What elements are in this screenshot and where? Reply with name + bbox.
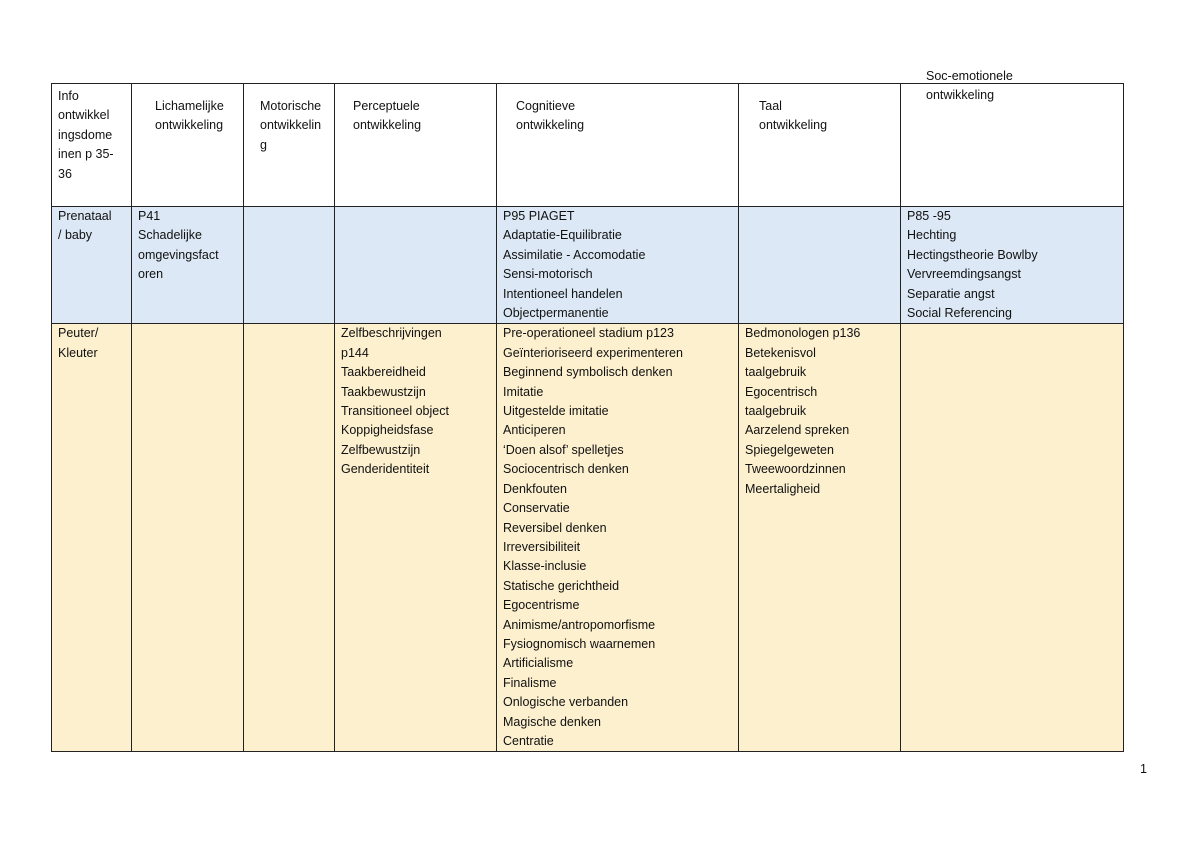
cell-line: Genderidentiteit — [341, 462, 430, 477]
cell-line: Hechting — [907, 228, 957, 243]
header-perceptuele-text: Perceptuele ontwikkeling — [353, 99, 422, 133]
cell-line: Spiegelgeweten — [745, 442, 834, 457]
cell-line: Irreversibiliteit — [503, 539, 581, 554]
header-motorische-text: Motorische ontwikkeling — [260, 99, 322, 152]
row-prenataal-baby — [52, 207, 1124, 324]
cell-line: P41 — [138, 209, 161, 223]
page-number: 1 — [1140, 762, 1147, 776]
cell-line: taalgebruik — [745, 404, 807, 419]
cell-line: omgevingsfact — [138, 247, 219, 262]
cell-soc-emotionele — [901, 324, 1124, 752]
header-taal-text: Taal ontwikkeling — [759, 99, 828, 133]
cell-perceptuele — [335, 207, 497, 324]
cell-line: Separatie angst — [907, 286, 995, 301]
header-soc-emotionele-text: Soc-emotionele ontwikkeling — [926, 69, 1013, 103]
header-lichamelijke-text: Lichamelijke ontwikkeling — [155, 99, 224, 133]
cell-motorische — [244, 207, 335, 324]
cell-line: Betekenisvol — [745, 345, 816, 360]
header-cell-soc-emotionele — [901, 69, 1124, 207]
header-cognitieve-text: Cognitieve ontwikkeling — [516, 99, 585, 133]
header-cell-cognitieve — [497, 84, 739, 207]
cell-line: Schadelijke — [138, 228, 202, 243]
cell-line: Sociocentrisch denken — [503, 462, 629, 477]
cell-cognitieve — [497, 324, 739, 752]
cell-line: Animisme/antropomorfisme — [503, 617, 656, 632]
cell-line: Statische gerichtheid — [503, 578, 620, 593]
header-cell-taal — [739, 84, 901, 207]
header-row — [52, 84, 1124, 207]
cell-line: Klasse-inclusie — [503, 559, 587, 574]
cell-line: Reversibel denken — [503, 520, 607, 535]
cell-line: Zelfbewustzijn — [341, 442, 421, 457]
cell-line: Intentioneel handelen — [503, 286, 623, 301]
cell-line: Centratie — [503, 733, 554, 748]
header-cell-perceptuele — [335, 84, 497, 207]
cell-line: Vervreemdingsangst — [907, 267, 1021, 282]
cell-line: Denkfouten — [503, 481, 567, 496]
cell-line: Conservatie — [503, 501, 570, 516]
cell-line: Tweewoordzinnen — [745, 462, 846, 477]
cell-line: Taakbereidheid — [341, 365, 426, 380]
cell-line: Taakbewustzijn — [341, 384, 426, 399]
development-domains-table — [51, 69, 1124, 752]
row-peuter-kleuter — [52, 324, 1124, 752]
cell-line: Aarzelend spreken — [745, 423, 850, 438]
cell-line: Social Referencing — [907, 306, 1012, 321]
cell-line: Egocentrisme — [503, 598, 580, 613]
cell-line: Adaptatie-Equilibratie — [503, 228, 622, 243]
row-label: Prenataal / baby — [58, 209, 112, 243]
cell-line: Transitioneel object — [341, 404, 449, 419]
cell-line: Zelfbeschrijvingen — [341, 326, 442, 341]
cell-line: Pre-operationeel stadium p123 — [503, 326, 674, 341]
cell-lichamelijke — [132, 207, 244, 324]
cell-line: taalgebruik — [745, 365, 807, 380]
cell-line: Assimilatie - Accomodatie — [503, 247, 646, 262]
cell-line: Geïnterioriseerd experimenteren — [503, 345, 683, 360]
cell-lichamelijke — [132, 324, 244, 752]
cell-line: Beginnend symbolisch denken — [503, 365, 673, 380]
cell-taal — [739, 324, 901, 752]
cell-line: Koppigheidsfase — [341, 423, 434, 438]
cell-line: Magische denken — [503, 714, 601, 729]
cell-line: oren — [138, 267, 164, 282]
row-label-cell — [52, 207, 132, 324]
cell-line: Onlogische verbanden — [503, 695, 629, 710]
cell-taal — [739, 207, 901, 324]
cell-motorische — [244, 324, 335, 752]
cell-line: Bedmonologen p136 — [745, 326, 861, 341]
header-cell-info — [52, 84, 132, 207]
cell-line: ‘Doen alsof’ spelletjes — [503, 442, 624, 457]
cell-line: Uitgestelde imitatie — [503, 404, 609, 419]
cell-line: Finalisme — [503, 675, 557, 690]
cell-line: P95 PIAGET — [503, 209, 575, 223]
cell-line: Hectingstheorie Bowlby — [907, 247, 1038, 262]
cell-line: P85 -95 — [907, 209, 951, 223]
cell-line: Meertaligheid — [745, 481, 821, 496]
cell-perceptuele — [335, 324, 497, 752]
cell-line: Artificialisme — [503, 656, 574, 671]
row-label: Peuter/ Kleuter — [58, 326, 99, 360]
cell-line: Imitatie — [503, 384, 544, 399]
cell-line: Sensi-motorisch — [503, 267, 593, 282]
cell-line: Anticiperen — [503, 423, 566, 438]
header-cell-lichamelijke — [132, 84, 244, 207]
cell-line: p144 — [341, 345, 369, 360]
cell-soc-emotionele — [901, 207, 1124, 324]
row-label-cell — [52, 324, 132, 752]
cell-line: Egocentrisch — [745, 384, 818, 399]
header-cell-motorische — [244, 84, 335, 207]
cell-line: Objectpermanentie — [503, 306, 609, 321]
header-info-text: Info ontwikkel ingsdome inen p 35- 36 — [58, 89, 114, 181]
cell-line: Fysiognomisch waarnemen — [503, 636, 656, 651]
cell-cognitieve — [497, 207, 739, 324]
